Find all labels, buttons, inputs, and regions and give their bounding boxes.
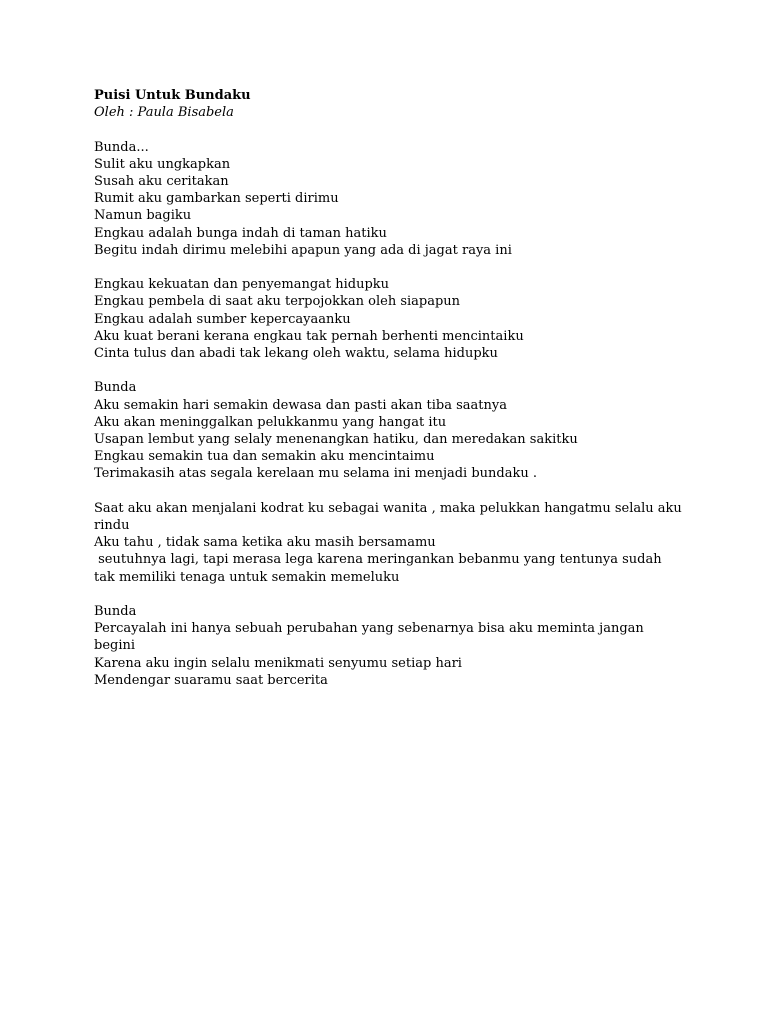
stanza-3 — [94, 379, 684, 482]
poem-line: Aku semakin hari semakin dewasa dan pasti akan tiba saatnya — [94, 397, 507, 413]
poem-title: Puisi Untuk Bundaku — [94, 88, 251, 103]
poem-line: Aku kuat berani kerana engkau tak pernah berhenti mencintaiku — [94, 328, 524, 344]
poem-line: Engkau adalah sumber kepercayaanku — [94, 311, 351, 327]
poem-line: Terimakasih atas segala kerelaan mu selama ini menjadi bundaku . — [94, 466, 537, 482]
poem-line: seutuhnya lagi, tapi merasa lega karena meringankan bebanmu yang tentunya sudah tak memiliki tenaga untuk semakin memeluku — [94, 552, 666, 585]
poem-line: Aku akan meninggalkan pelukkanmu yang hangat itu — [94, 414, 447, 430]
poem-line: Mendengar suaramu saat bercerita — [94, 672, 328, 688]
poem-line: Engkau semakin tua dan semakin aku mencintaimu — [94, 449, 435, 465]
poem-author: Oleh : Paula Bisabela — [94, 105, 234, 121]
poem-line: Aku tahu , tidak sama ketika aku masih bersamamu — [94, 535, 436, 551]
poem-line: Susah aku ceritakan — [94, 174, 229, 189]
poem-line: Begitu indah dirimu melebihi apapun yang ada di jagat raya ini — [94, 242, 512, 258]
poem-line: Saat aku akan menjalani kodrat ku sebagai wanita , maka pelukkan hangatmu selalu aku rindu — [94, 500, 686, 534]
poem-line: Engkau pembela di saat aku terpojokkan oleh siapapun — [94, 294, 461, 310]
poem-line: Cinta tulus dan abadi tak lekang oleh waktu, selama hidupku — [94, 346, 498, 362]
poem-line: Bunda — [94, 380, 137, 396]
poem-line: Karena aku ingin selalu menikmati senyumu setiap hari — [94, 655, 462, 671]
stanza-2 — [94, 276, 684, 362]
poem-line: Sulit aku ungkapkan — [94, 156, 231, 172]
poem-body — [94, 87, 684, 689]
poem-line: Bunda... — [94, 139, 149, 155]
stanza-1 — [94, 139, 684, 259]
poem-line: Namun bagiku — [94, 208, 192, 224]
poem-line: Bunda — [94, 604, 137, 620]
poem-line: Percayalah ini hanya sebuah perubahan yang sebenarnya bisa aku meminta jangan begini — [94, 621, 648, 654]
stanza-4 — [94, 500, 684, 586]
poem-line: Usapan lembut yang selaly menenangkan hatiku, dan meredakan sakitku — [94, 432, 578, 448]
poem-line: Engkau kekuatan dan penyemangat hidupku — [94, 277, 390, 293]
stanza-5 — [94, 603, 684, 689]
poem-line: Rumit aku gambarkan seperti dirimu — [94, 191, 339, 207]
poem-line: Engkau adalah bunga indah di taman hatiku — [94, 225, 387, 241]
